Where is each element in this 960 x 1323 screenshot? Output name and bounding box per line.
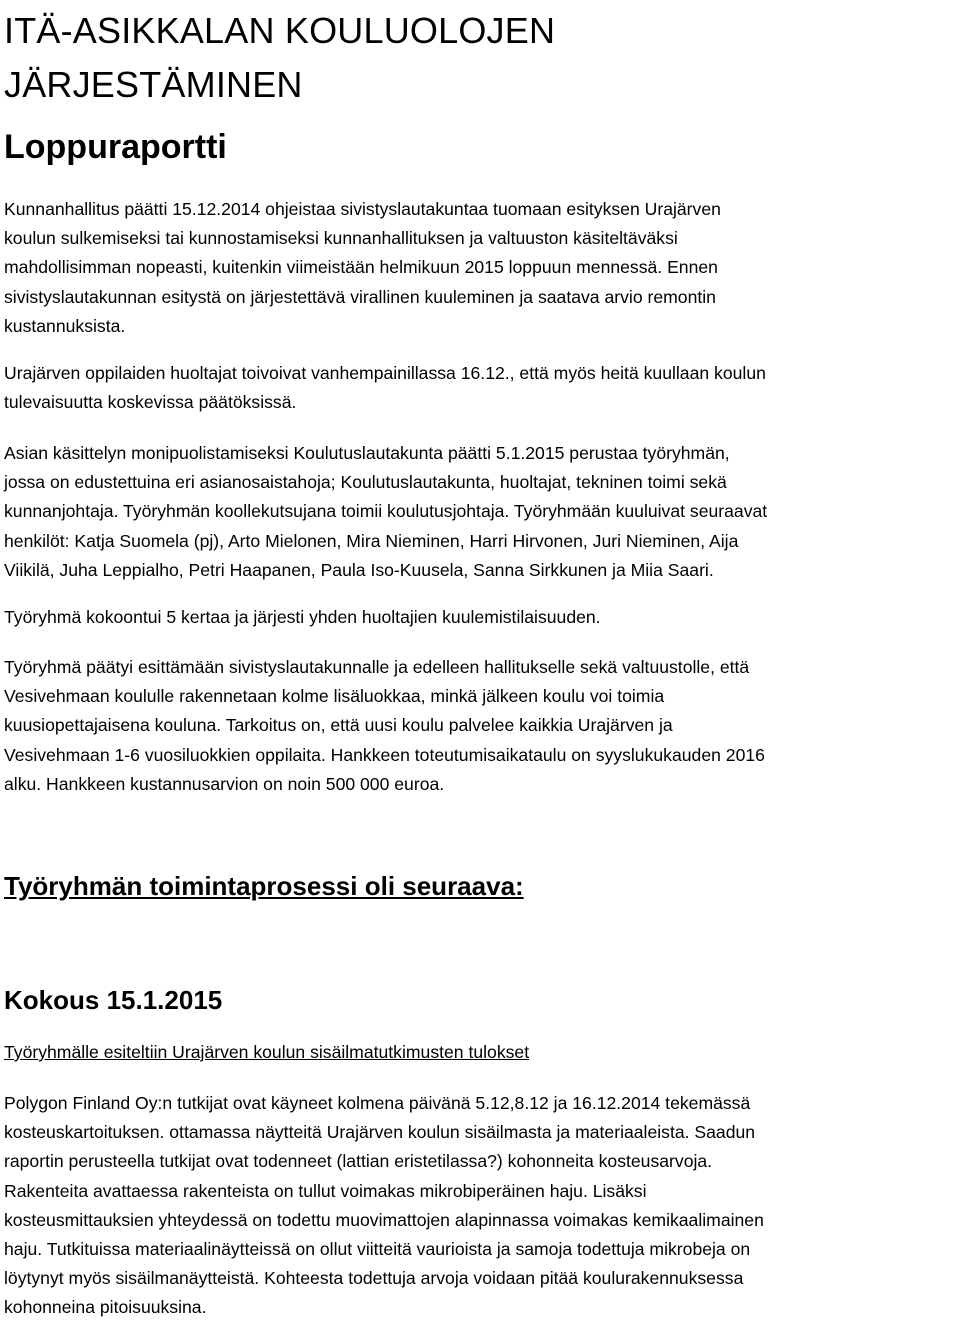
meeting-heading: Kokous 15.1.2015 [4, 985, 223, 1015]
paragraph-working-group: Asian käsittelyn monipuolistamiseksi Koulutuslautakunta päätti 5.1.2015 perustaa työryhmän, jossa on edustettuina eri asianosaistahoja; Koulutuslautakunta, huoltajat, tekninen toimi sekä kunnanjohtaja. Työryhmän koollekutsujana toimii koulutusjohtaja. Työryhmään kuuluivat seuraavat henkilöt: Katja Suomela (pj), Arto Mielonen, Mira Nieminen, Harri Hirvonen, Juri Nieminen, Aija Viikilä, Juha Leppialho, Petri Haapanen, Paula Iso-Kuusela, Sanna Sirkkunen ja Miia Saari. [4, 443, 768, 580]
document-title [4, 4, 555, 112]
section-heading: Työryhmän toimintaprosessi oli seuraava: [4, 871, 524, 901]
document-title-line-1: ITÄ-ASIKKALAN KOULUOLOJEN [4, 10, 556, 51]
paragraph-meetings: Työryhmä kokoontui 5 kertaa ja järjesti yhden huoltajien kuulemistilaisuuden. [4, 607, 601, 627]
paragraph-proposal: Työryhmä päätyi esittämään sivistyslautakunnalle ja edelleen hallitukselle sekä valtuustolle, että Vesivehmaan koululle rakennetaan kolme lisäluokkaa, minkä jälkeen koulu voi toimia kuusiopettajaisena kouluna. Tarkoitus on, että uusi koulu palvelee kaikkia Urajärven ja Vesivehmaan 1-6 vuosiluokkien oppilaita. Hankkeen toteutumisaikataulu on syyslukukauden 2016 alku. Hankkeen kustannusarvion on noin 500 000 euroa. [4, 657, 765, 794]
document-subtitle: Loppuraportti [4, 128, 227, 166]
paragraph-decision: Kunnanhallitus päätti 15.12.2014 ohjeistaa sivistyslautakuntaa tuomaan esityksen Urajärven koulun sulkemiseksi tai kunnostamiseksi kunnanhallituksen ja valtuuston käsiteltäväksi mahdollisimman nopeasti, kuitenkin viimeistään helmikuun 2015 loppuun mennessä. Ennen sivistyslautakunnan esitystä on järjestettävä virallinen kuuleminen ja saatava arvio remontin kustannuksista. [4, 199, 721, 336]
paragraph-guardians: Urajärven oppilaiden huoltajat toivoivat vanhempainillassa 16.12., että myös heitä kuullaan koulun tulevaisuutta koskevissa päätöksissä. [4, 363, 766, 413]
meeting-body: Polygon Finland Oy:n tutkijat ovat käyneet kolmena päivänä 5.12,8.12 ja 16.12.2014 tekemässä kosteuskartoituksen. ottamassa näytteitä Urajärven koulun sisäilmasta ja materiaaleista. Saadun raportin perusteella tutkijat ovat todenneet (lattian eristetilassa?) kohonneita kosteusarvoja. Rakenteita avattaessa rakenteista on tullut voimakas mikrobiperäinen haju. Lisäksi kosteusmittauksien yhteydessä on todettu muovimattojen alapinnassa voimakas kemikaalimainen haju. Tutkituissa materiaalinäytteissä on ollut viitteitä vaurioista ja samoja todettuja mikrobeja on löytynyt myös sisäilmanäytteistä. Kohteesta todettuja arvoja voidaan pitää koulurakennuksessa kohonneina pitoisuuksina. [4, 1093, 764, 1318]
document-title-line-2: JÄRJESTÄMINEN [4, 64, 303, 105]
meeting-subheading: Työryhmälle esiteltiin Urajärven koulun sisäilmatutkimusten tulokset [4, 1042, 530, 1062]
